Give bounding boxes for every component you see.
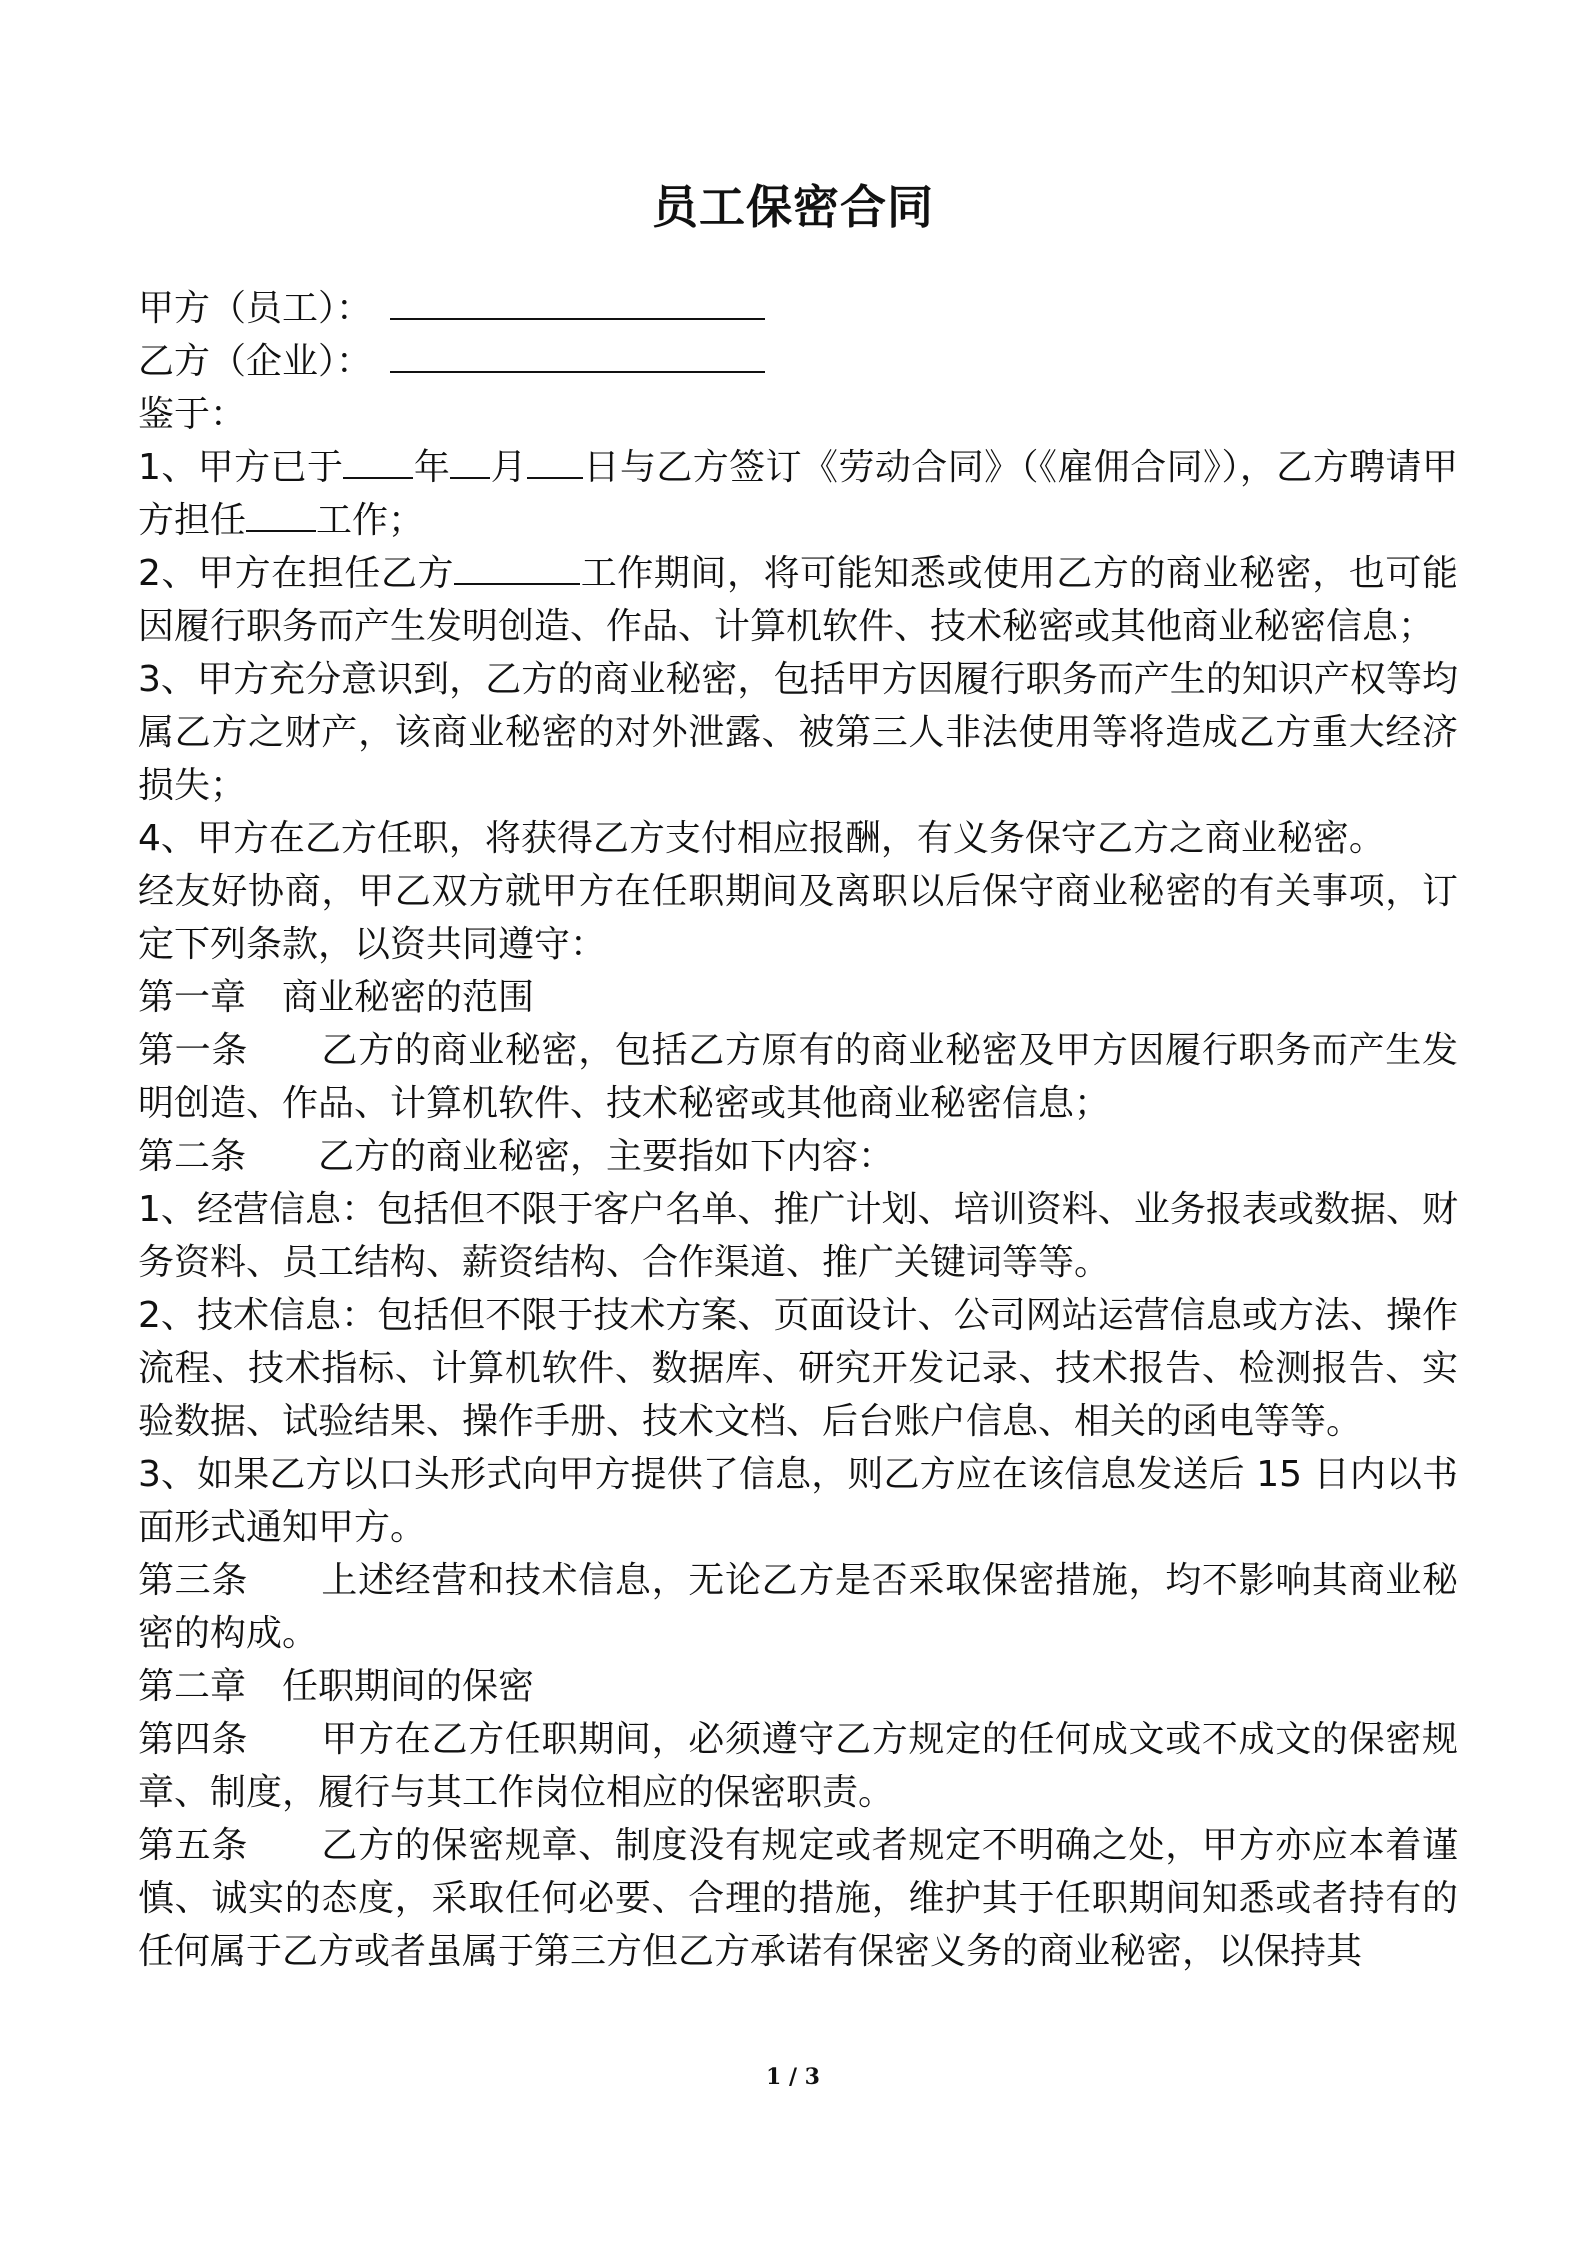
clause-1-text-c: 月 [490, 447, 528, 488]
paragraph: 3、如果乙方以口头形式向甲方提供了信息，则乙方应在该信息发送后 15 日内以书面形式通知甲方。 [138, 1454, 1458, 1548]
party-b-blank[interactable] [390, 335, 765, 373]
document-title: 员工保密合同 [652, 179, 934, 234]
clause-1-text-b: 年 [413, 447, 451, 488]
day-blank[interactable] [527, 441, 583, 479]
position-blank[interactable] [246, 494, 316, 532]
page-number: 1 / 3 [766, 2064, 820, 2090]
clause-1-text-d: 日与乙方签订《劳动合同》（《雇佣合同》），乙方聘请甲方担任 [138, 447, 1458, 541]
month-blank[interactable] [450, 441, 490, 479]
party-b-line [138, 335, 1458, 388]
paragraph: 3、甲方充分意识到，乙方的商业秘密，包括甲方因履行职务而产生的知识产权等均属乙方之财产，该商业秘密的对外泄露、被第三人非法使用等将造成乙方重大经济损失； [138, 659, 1458, 806]
paragraph: 经友好协商，甲乙双方就甲方在任职期间及离职以后保守商业秘密的有关事项，订定下列条款，以资共同遵守： [138, 871, 1458, 965]
clause-2-text-b: 工作期间，将可能知悉或使用乙方的商业秘密，也可能因履行职务而产生发明创造、作品、计算机软件、技术秘密或其他商业秘密信息； [138, 553, 1458, 647]
chapter-heading: 第一章 商业秘密的范围 [138, 977, 535, 1018]
paragraph: 4、甲方在乙方任职，将获得乙方支付相应报酬，有义务保守乙方之商业秘密。 [138, 818, 1385, 859]
clause-2 [138, 547, 1458, 653]
clause-1-text-e: 工作； [316, 500, 425, 541]
document-body [138, 282, 1458, 1978]
clause-1-text-a: 1、甲方已于 [138, 447, 344, 488]
article: 第五条 乙方的保密规章、制度没有规定或者规定不明确之处，甲方亦应本着谨慎、诚实的态度，采取任何必要、合理的措施，维护其于任职期间知悉或者持有的任何属于乙方或者虽属于第三方但乙方承诺有保密义务的商业秘密，以保持其 [138, 1825, 1458, 1972]
chapter-heading: 第二章 任职期间的保密 [138, 1666, 535, 1707]
paragraph: 2、技术信息：包括但不限于技术方案、页面设计、公司网站运营信息或方法、操作流程、技术指标、计算机软件、数据库、研究开发记录、技术报告、检测报告、实验数据、试验结果、操作手册、技术文档、后台账户信息、相关的函电等等。 [138, 1295, 1458, 1442]
article: 第二条 乙方的商业秘密，主要指如下内容： [138, 1136, 895, 1177]
party-a-line [138, 282, 1458, 335]
party-a-label: 甲方（员工）： [138, 288, 373, 329]
party-b-label: 乙方（企业）： [138, 341, 373, 382]
article: 第四条 甲方在乙方任职期间，必须遵守乙方规定的任何成文或不成文的保密规章、制度，履行与其工作岗位相应的保密职责。 [138, 1719, 1458, 1813]
whereas-label: 鉴于： [138, 394, 247, 435]
clause-2-text-a: 2、甲方在担任乙方 [138, 553, 455, 594]
article: 第一条 乙方的商业秘密，包括乙方原有的商业秘密及甲方因履行职务而产生发明创造、作品、计算机软件、技术秘密或其他商业秘密信息； [138, 1030, 1458, 1124]
clause-1 [138, 441, 1458, 547]
year-blank[interactable] [343, 441, 413, 479]
article: 第三条 上述经营和技术信息，无论乙方是否采取保密措施，均不影响其商业秘密的构成。 [138, 1560, 1458, 1654]
department-blank[interactable] [454, 547, 580, 585]
paragraph: 1、经营信息：包括但不限于客户名单、推广计划、培训资料、业务报表或数据、财务资料、员工结构、薪资结构、合作渠道、推广关键词等等。 [138, 1189, 1458, 1283]
party-a-blank[interactable] [390, 282, 765, 320]
